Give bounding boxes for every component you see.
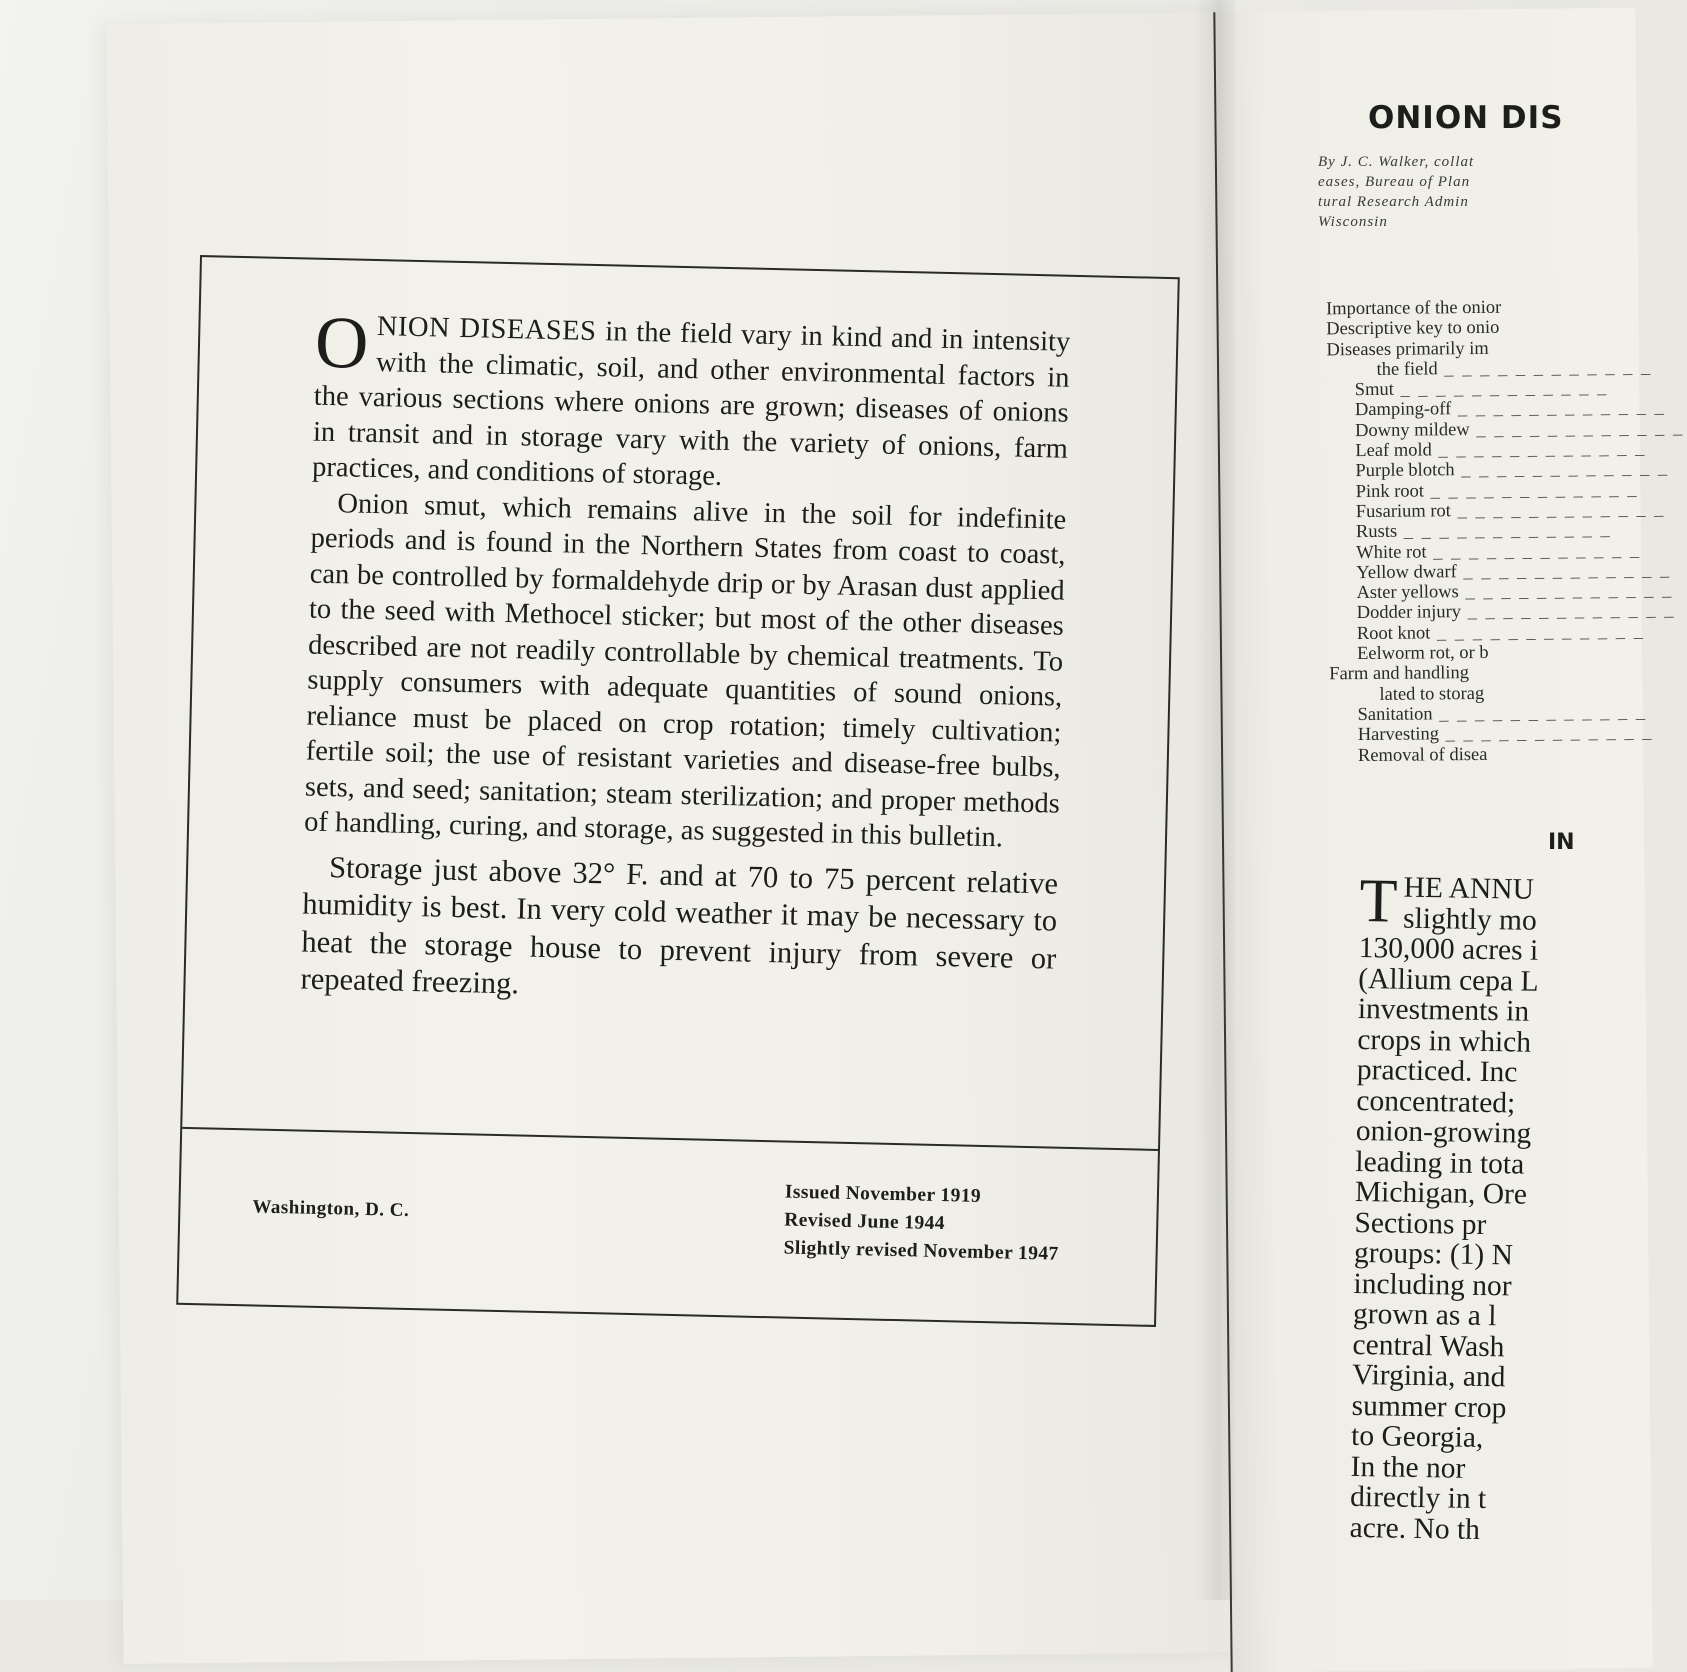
- dot-leader: _ _ _ _ _ _ _ _ _ _ _ _: [1393, 378, 1609, 400]
- contents-entry: [1329, 642, 1629, 665]
- contents-entry-label: Aster yellows: [1356, 582, 1459, 604]
- contents-entry: [1327, 397, 1666, 421]
- body-line: summer crop: [1351, 1389, 1507, 1424]
- byline-line: By J. C. Walker, collat: [1318, 154, 1475, 170]
- contents-entry: [1327, 458, 1670, 482]
- body-line: practiced. Inc: [1356, 1053, 1518, 1089]
- publication-place: Washington, D. C.: [252, 1196, 410, 1222]
- contents-entry: [1328, 540, 1642, 563]
- dot-leader: _ _ _ _ _ _ _ _ _ _ _ _: [1430, 621, 1645, 644]
- contents-entry: [1330, 722, 1654, 746]
- dot-leader: _ _ _ _ _ _ _ _ _ _ _ _: [1437, 357, 1653, 380]
- body-line: In the nor: [1350, 1450, 1466, 1485]
- contents-entry: [1326, 297, 1626, 320]
- contents-entry-label: Damping-off: [1354, 399, 1452, 421]
- body-line: investments in: [1357, 992, 1530, 1028]
- summary-paragraph-1: [311, 301, 1071, 503]
- body-line: directly in t: [1349, 1480, 1487, 1516]
- byline-line: eases, Bureau of Plan: [1318, 174, 1471, 190]
- contents-entry-label: Rusts: [1355, 521, 1398, 543]
- body-line: Virginia, and: [1351, 1358, 1506, 1394]
- summary-box: [176, 255, 1180, 1327]
- lead-in-caps: NION DISEASES: [376, 311, 597, 348]
- contents-entry: [1329, 682, 1629, 705]
- body-line: to Georgia,: [1350, 1419, 1484, 1455]
- dot-leader: _ _ _ _ _ _ _ _ _ _ _ _: [1432, 702, 1648, 725]
- dot-leader: _ _ _ _ _ _ _ _ _ _ _ _: [1458, 580, 1674, 603]
- contents-entry: [1329, 600, 1676, 624]
- dot-leader: _ _ _ _ _ _ _ _ _ _ _ _: [1423, 479, 1639, 502]
- contents-entry-label: Harvesting: [1357, 724, 1440, 746]
- contents-entry: [1330, 743, 1630, 766]
- contents-entry: [1328, 560, 1672, 584]
- dot-leader: _ _ _ _ _ _ _ _ _ _ _ _: [1469, 417, 1685, 440]
- dot-leader: _ _ _ _ _ _ _ _ _ _ _ _: [1431, 438, 1647, 461]
- contents-entry: [1329, 662, 1629, 685]
- contents-entry-label: Pink root: [1355, 481, 1425, 502]
- dot-leader: _ _ _ _ _ _ _ _ _ _ _ _: [1450, 499, 1666, 522]
- contents-entry-label: Importance of the onior: [1325, 297, 1502, 320]
- contents-entry: [1328, 499, 1666, 523]
- summary-text: [300, 301, 1071, 1015]
- contents-entry-label: Descriptive key to onio: [1326, 318, 1500, 340]
- section-heading: IN: [1548, 830, 1575, 855]
- right-page-title: ONION DIS: [1368, 100, 1564, 136]
- contents-entry-label: Downy mildew: [1355, 419, 1470, 441]
- byline-line: Wisconsin: [1318, 214, 1388, 230]
- contents-entry-label: Eelworm rot, or b: [1356, 642, 1489, 665]
- contents-entry-label: Dodder injury: [1356, 602, 1462, 624]
- contents-entry: [1328, 520, 1628, 543]
- body-line: leading in tota: [1355, 1145, 1525, 1181]
- contents-entry: [1330, 702, 1648, 726]
- issued-date: Issued November 1919: [784, 1181, 982, 1207]
- body-line: concentrated;: [1356, 1084, 1516, 1119]
- dot-leader: _ _ _ _ _ _ _ _ _ _ _ _: [1456, 560, 1672, 583]
- contents-entry-label: lated to storag: [1379, 683, 1485, 705]
- issue-dates: [783, 1179, 1060, 1269]
- summary-paragraph-2: Onion smut, which remains alive in the soil for indefinite periods and is found in the Northern States from coast to coast, can be controlled by formaldehyde drip or by Arasan dust applied to the seed with Methocel sticker; but most of the other diseases described are not readily controllable by chemical treatments. To supply consumers with adequate quantities of sound onions, reliance must be placed on crop rotation; timely cultivation; fertile soil; the use of resistant varieties and disease-free bulbs, sets, and seed; sanitation; steam sterilization; and proper methods of handling, curing, and storage, as suggested in this bulletin.: [303, 487, 1067, 854]
- dot-leader: _ _ _ _ _ _ _ _ _ _ _ _: [1454, 458, 1670, 481]
- contents-entry-label: Purple blotch: [1355, 460, 1455, 482]
- contents-entry: [1327, 378, 1627, 401]
- contents-entry: [1328, 580, 1674, 604]
- body-line: central Wash: [1352, 1328, 1505, 1363]
- contents-entry-label: Fusarium rot: [1355, 501, 1451, 523]
- body-line: (Allium cepa L: [1358, 962, 1539, 998]
- dot-leader: _ _ _ _ _ _ _ _ _ _ _ _: [1451, 397, 1666, 420]
- contents-entry-label: Leaf mold: [1355, 440, 1432, 462]
- contents-entry: [1329, 621, 1645, 644]
- right-page-body: [1349, 867, 1620, 1547]
- paragraph-1-text: in the field vary in kind and in intensity with the climatic, soil, and other environmental factors in the various sections where onions are grown; diseases of onions in transit and in storage vary with the variety of onions, farm practices, and conditions of storage.: [311, 316, 1071, 492]
- body-line: acre. No th: [1349, 1511, 1481, 1546]
- body-line: grown as a l: [1352, 1297, 1497, 1333]
- dot-leader: _ _ _ _ _ _ _ _ _ _ _ _: [1397, 520, 1612, 542]
- contents-entry: [1327, 357, 1653, 381]
- body-line: Sections pr: [1354, 1206, 1487, 1241]
- revised-date: Revised June 1944: [784, 1209, 946, 1235]
- contents-entry: [1327, 438, 1647, 462]
- byline-line: tural Research Admin: [1318, 194, 1469, 210]
- footer-divider: [182, 1127, 1158, 1151]
- table-of-contents: [1325, 297, 1685, 766]
- body-line: Michigan, Ore: [1354, 1175, 1528, 1211]
- body-line: including nor: [1353, 1267, 1512, 1302]
- contents-entry-label: the field: [1376, 359, 1438, 380]
- contents-entry: [1326, 317, 1626, 340]
- contents-entry: [1328, 479, 1639, 502]
- body-line: slightly mo: [1402, 902, 1537, 937]
- body-line: groups: (1) N: [1353, 1236, 1514, 1272]
- dot-leader: _ _ _ _ _ _ _ _ _ _ _ _: [1460, 600, 1676, 623]
- contents-entry-label: White rot: [1356, 542, 1427, 563]
- dot-leader: _ _ _ _ _ _ _ _ _ _ _ _: [1438, 722, 1654, 745]
- body-line: HE ANNU: [1403, 871, 1535, 906]
- body-line: onion-growing: [1355, 1114, 1532, 1150]
- contents-entry-label: Yellow dwarf: [1356, 562, 1457, 583]
- summary-paragraph-3: Storage just above 32° F. and at 70 to 75 percent relative humidity is best. In very cold weather it may be necessary to heat the storage house to prevent injury from severe or repeated freezing.: [300, 849, 1059, 1001]
- slightly-revised-date: Slightly revised November 1947: [783, 1237, 1059, 1265]
- body-line: crops in which: [1357, 1023, 1532, 1059]
- contents-entry: [1326, 337, 1626, 360]
- body-drop-cap: T: [1359, 867, 1398, 936]
- book-gutter: [1195, 0, 1235, 1600]
- contents-entry-label: Farm and handling: [1329, 663, 1470, 685]
- contents-entry: [1327, 417, 1685, 441]
- contents-entry-label: Smut: [1354, 379, 1394, 401]
- contents-entry-label: Root knot: [1356, 623, 1431, 644]
- byline: [1318, 152, 1608, 232]
- contents-entry-label: Diseases primarily im: [1326, 338, 1489, 360]
- drop-cap: O: [314, 301, 370, 385]
- contents-entry-label: Removal of disea: [1357, 744, 1488, 766]
- body-line: 130,000 acres i: [1358, 931, 1539, 967]
- contents-entry-label: Sanitation: [1357, 704, 1433, 725]
- dot-leader: _ _ _ _ _ _ _ _ _ _ _ _: [1426, 540, 1642, 563]
